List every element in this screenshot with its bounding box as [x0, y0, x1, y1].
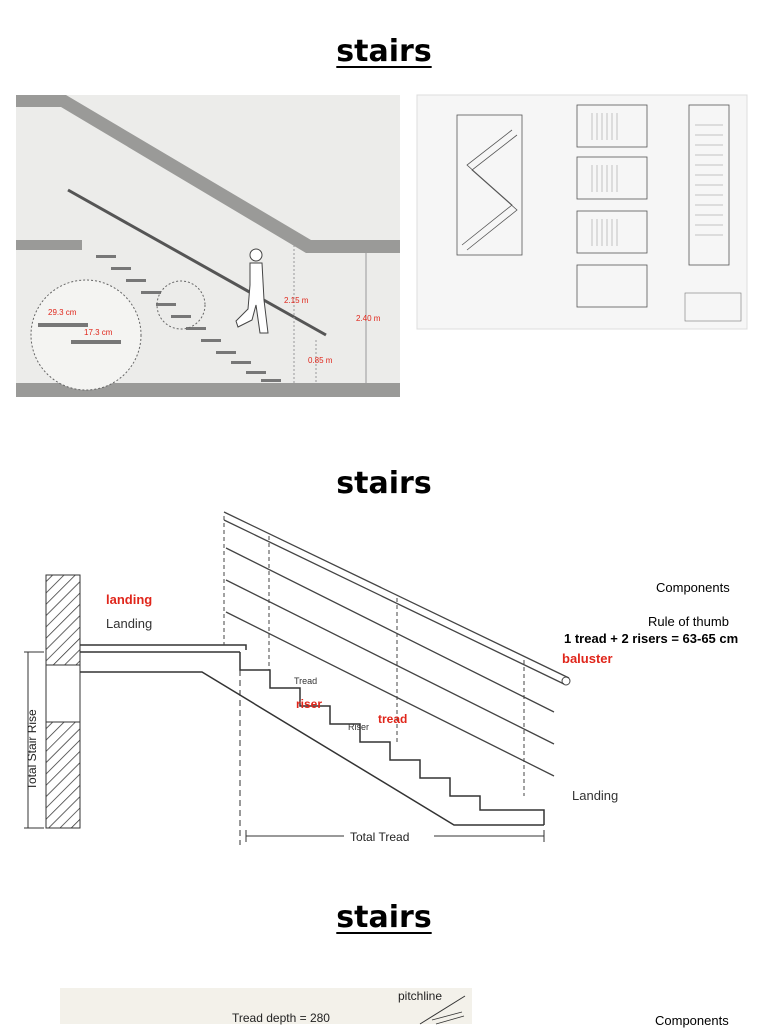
- total-stair-rise-label: Total Stair Rise: [25, 709, 39, 790]
- stair-plan-sheet: [417, 95, 747, 329]
- floor-height-dimension: 2.40 m: [356, 314, 381, 323]
- slide-1-title: stairs: [336, 34, 432, 69]
- rail-height-dimension: 0.85 m: [308, 356, 333, 365]
- riser-dimension: 17.3 cm: [84, 328, 113, 337]
- tread-depth-label: Tread depth = 280: [232, 1011, 330, 1025]
- rule-of-thumb-title: Rule of thumb: [648, 614, 729, 629]
- stair-section-drawing: [16, 95, 400, 397]
- tread-depth-diagram: [60, 984, 472, 1024]
- total-tread-label: Total Tread: [350, 830, 410, 844]
- landing-top-label: Landing: [106, 616, 153, 631]
- landing-red-label: landing: [106, 592, 153, 607]
- slide-2-title: stairs: [336, 466, 432, 501]
- baluster-label: baluster: [562, 651, 613, 666]
- pitchline-label: pitchline: [398, 989, 443, 1003]
- headroom-dimension: 2.15 m: [284, 296, 309, 305]
- riser-black-label: Riser: [348, 722, 370, 732]
- slide-3: [0, 880, 768, 1028]
- tread-red-label: tread: [378, 712, 408, 726]
- landing-bottom-label: Landing: [572, 788, 619, 803]
- rule-of-thumb-formula: 1 tread + 2 risers = 63-65 cm: [564, 631, 739, 646]
- stair-components-diagram: [14, 500, 619, 850]
- slide-2: [0, 440, 768, 860]
- tread-black-label: Tread: [294, 676, 318, 686]
- slide-3-title: stairs: [336, 900, 432, 935]
- slide-1: [0, 0, 768, 410]
- tread-dimension: 29.3 cm: [48, 308, 77, 317]
- components-heading: Components: [656, 580, 730, 595]
- components-heading-3: Components: [655, 1013, 729, 1028]
- riser-red-label: riser: [296, 697, 323, 711]
